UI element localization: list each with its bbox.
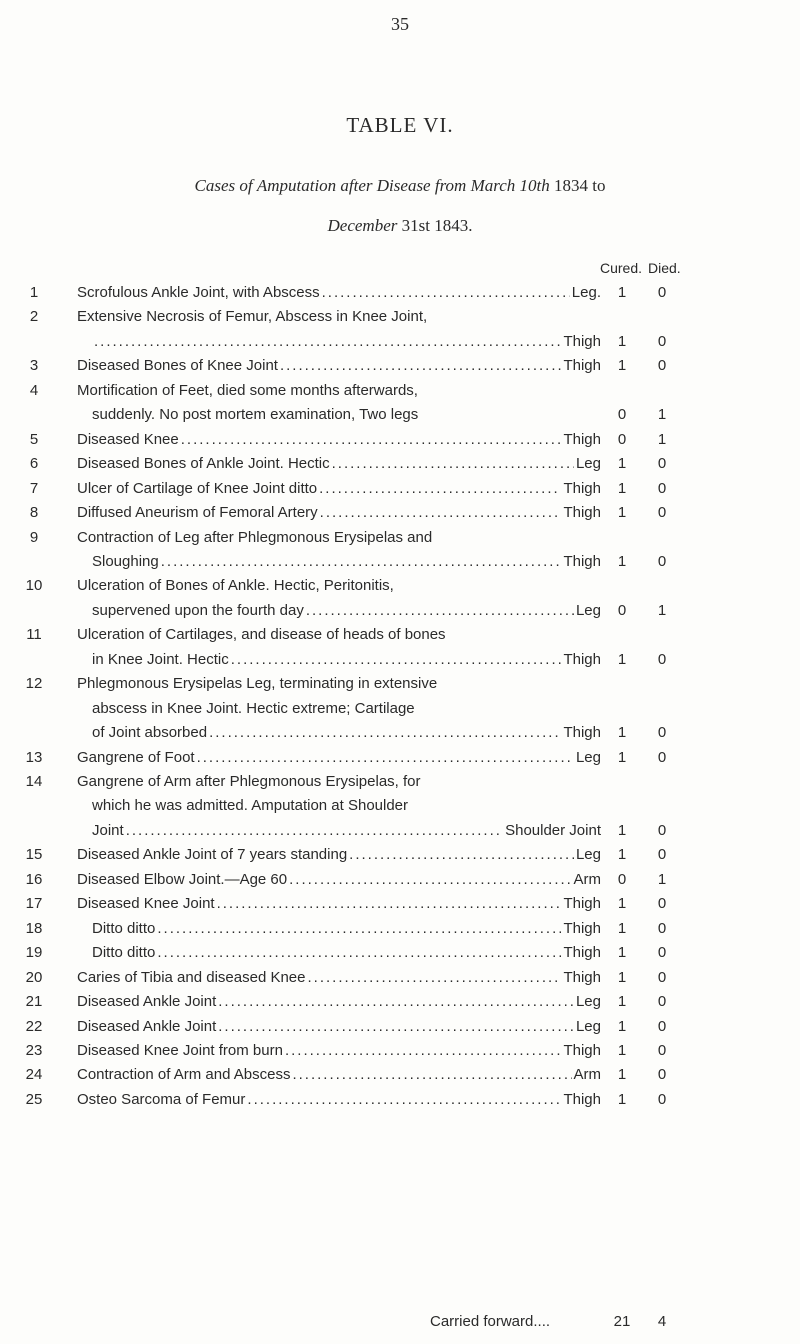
cured-count: 1 <box>617 944 627 962</box>
description-text: Diseased Ankle Joint <box>77 1017 217 1035</box>
died-count: 0 <box>657 1017 667 1035</box>
case-number: 9 <box>29 528 39 546</box>
table-row-line <box>0 746 800 770</box>
cured-count: 1 <box>617 748 627 766</box>
case-description <box>77 354 601 378</box>
dot-leader <box>218 990 574 1014</box>
description-text: Scrofulous Ankle Joint, with Abscess <box>77 284 320 301</box>
case-description: suddenly. No post mortem examination, Two legs <box>92 406 419 424</box>
table-row-line <box>0 477 800 501</box>
case-number: 5 <box>29 430 39 448</box>
cured-count: 1 <box>617 479 627 497</box>
description-text: Diseased Elbow Joint.—Age 60 <box>77 870 288 888</box>
description-text: Joint <box>92 821 124 839</box>
amputation-site: Thigh <box>563 895 601 913</box>
table-row-line <box>0 501 800 525</box>
died-count: 1 <box>657 601 667 619</box>
amputation-site: Arm <box>573 1066 601 1084</box>
died-count: 0 <box>657 919 667 937</box>
cured-count: 1 <box>617 821 627 839</box>
died-count: 1 <box>657 870 667 888</box>
description-text: Ditto ditto <box>92 944 156 962</box>
description-text: Diseased Knee <box>77 430 179 448</box>
case-description <box>77 1088 601 1112</box>
case-description: Mortification of Feet, died some months afterwards, <box>77 381 418 399</box>
cured-count: 1 <box>617 1041 627 1059</box>
table-row-line <box>0 379 800 403</box>
case-description <box>92 330 601 354</box>
description-text: of Joint absorbed <box>92 724 208 742</box>
case-number: 23 <box>25 1041 43 1059</box>
died-count: 0 <box>657 968 667 986</box>
cured-count: 0 <box>617 406 627 424</box>
amputation-site: Leg <box>575 601 601 619</box>
case-number: 3 <box>29 357 39 375</box>
case-description: which he was admitted. Amputation at Shoulder <box>92 797 409 815</box>
amputation-site: Leg <box>575 748 601 766</box>
table-row-line <box>0 721 800 745</box>
case-description <box>92 648 601 672</box>
caption-part: 1834 to <box>554 176 606 195</box>
cured-count: 1 <box>617 357 627 375</box>
died-count: 0 <box>657 895 667 913</box>
table-row-line <box>0 843 800 867</box>
table-row-line <box>0 403 800 427</box>
cured-total: 21 <box>613 1313 631 1330</box>
dot-leader <box>319 477 561 501</box>
case-number: 13 <box>25 748 43 766</box>
died-count: 0 <box>657 748 667 766</box>
caption-part: December <box>327 216 398 235</box>
case-number: 4 <box>29 381 39 399</box>
table-row-line <box>0 550 800 574</box>
case-number: 20 <box>25 968 43 986</box>
dot-leader <box>307 966 561 990</box>
cured-column-header: Cured. <box>600 260 643 276</box>
amputation-site: Leg <box>575 846 601 864</box>
dot-leader <box>197 746 574 770</box>
died-count: 0 <box>657 944 667 962</box>
description-text: Diseased Knee Joint from burn <box>77 1041 283 1059</box>
died-count: 1 <box>657 406 667 424</box>
dot-leader <box>181 428 562 452</box>
case-description <box>77 868 601 892</box>
amputation-site: Thigh <box>563 944 601 962</box>
dot-leader <box>157 917 561 941</box>
case-description <box>77 1015 601 1039</box>
description-text: Ditto ditto <box>92 919 156 937</box>
description-text: Diseased Ankle Joint of 7 years standing <box>77 846 348 864</box>
table-row-line <box>0 990 800 1014</box>
case-description <box>92 550 601 574</box>
died-count: 0 <box>657 650 667 668</box>
died-count: 0 <box>657 284 667 301</box>
case-description: Ulceration of Cartilages, and disease of heads of bones <box>77 626 446 644</box>
dot-leader <box>320 501 562 525</box>
table-row-line <box>0 428 800 452</box>
case-description <box>92 917 601 941</box>
case-description: Gangrene of Arm after Phlegmonous Erysipelas, for <box>77 773 421 790</box>
table-row-line <box>0 892 800 916</box>
table-row-line <box>0 354 800 378</box>
case-description <box>77 746 601 770</box>
case-number: 12 <box>25 675 43 693</box>
carried-forward-label: Carried forward.... <box>430 1313 551 1330</box>
case-description <box>77 966 601 990</box>
died-total: 4 <box>657 1313 667 1330</box>
case-number: 11 <box>26 626 42 644</box>
table-row-line <box>0 672 800 696</box>
table-row-line <box>0 966 800 990</box>
case-number: 25 <box>25 1090 43 1108</box>
description-text: Contraction of Arm and Abscess <box>77 1066 291 1084</box>
table-row-line <box>0 697 800 721</box>
description-text: in Knee Joint. Hectic <box>92 650 229 668</box>
died-count: 0 <box>657 1090 667 1108</box>
cured-count: 1 <box>617 284 627 301</box>
amputation-site: Leg <box>575 993 601 1011</box>
amputation-site: Thigh <box>563 650 601 668</box>
case-description <box>92 941 601 965</box>
caption-part: 31st 1843. <box>401 216 473 235</box>
table-row-line <box>0 648 800 672</box>
case-description <box>92 721 601 745</box>
case-number: 10 <box>25 577 43 595</box>
description-text: Gangrene of Foot <box>77 748 195 766</box>
case-description: Contraction of Leg after Phlegmonous Erysipelas and <box>77 528 433 546</box>
cured-count: 1 <box>617 552 627 570</box>
case-description <box>77 1039 601 1063</box>
amputation-site: Thigh <box>563 479 601 497</box>
table-row-line <box>0 330 800 354</box>
case-description <box>92 819 601 843</box>
dot-leader <box>332 452 574 476</box>
cured-count: 0 <box>617 430 627 448</box>
dot-leader <box>209 721 561 745</box>
died-count: 1 <box>657 430 667 448</box>
cured-count: 1 <box>617 455 627 473</box>
dot-leader <box>292 1063 571 1087</box>
table-row-line <box>0 452 800 476</box>
table-row-line <box>0 305 800 329</box>
case-number: 24 <box>25 1066 43 1084</box>
dot-leader <box>280 354 562 378</box>
table-row-line <box>0 819 800 843</box>
caption-part: Cases of <box>194 176 253 195</box>
table-row-line <box>0 868 800 892</box>
cured-count: 1 <box>617 650 627 668</box>
caption-part: Amputation after Disease from March <box>256 176 516 195</box>
cured-count: 0 <box>617 870 627 888</box>
cured-count: 1 <box>617 332 627 350</box>
description-text: Osteo Sarcoma of Femur <box>77 1090 246 1108</box>
amputation-site: Arm <box>573 870 601 888</box>
case-number: 2 <box>29 308 39 326</box>
case-number: 7 <box>29 479 39 497</box>
table-row-line <box>0 1015 800 1039</box>
died-count: 0 <box>657 357 667 375</box>
case-description <box>77 477 601 501</box>
description-text: Diseased Bones of Ankle Joint. Hectic <box>77 455 330 473</box>
amputation-site: Leg <box>575 455 601 473</box>
cured-count: 1 <box>617 504 627 522</box>
died-count: 0 <box>657 846 667 864</box>
dot-leader <box>94 330 561 354</box>
carried-forward-row <box>0 1310 800 1334</box>
description-text: Diseased Knee Joint <box>77 895 215 913</box>
table-row-line <box>0 917 800 941</box>
case-number: 16 <box>25 870 43 888</box>
table-title: TABLE VI. <box>346 113 454 137</box>
table-row-line <box>0 1039 800 1063</box>
amputation-site: Leg <box>575 1017 601 1035</box>
table-row-line <box>0 526 800 550</box>
table-row-line <box>0 599 800 623</box>
cured-count: 1 <box>617 1066 627 1084</box>
caption-part: 10th <box>519 176 550 195</box>
case-description <box>77 501 601 525</box>
died-count: 0 <box>657 1066 667 1084</box>
case-number: 1 <box>29 284 39 301</box>
table-caption-line-1 <box>0 176 800 196</box>
amputation-site: Thigh <box>563 1041 601 1059</box>
case-number: 6 <box>29 455 39 473</box>
case-description <box>77 452 601 476</box>
case-number: 8 <box>29 504 39 522</box>
case-description <box>77 990 601 1014</box>
table-caption-line-2 <box>0 216 800 236</box>
dot-leader <box>285 1039 562 1063</box>
table-row-line <box>0 1088 800 1112</box>
amputation-site: Thigh <box>563 430 601 448</box>
amputation-site: Thigh <box>563 504 601 522</box>
cured-count: 1 <box>617 895 627 913</box>
case-number: 14 <box>25 773 43 790</box>
amputation-site: Thigh <box>563 1090 601 1108</box>
cured-count: 1 <box>617 919 627 937</box>
amputation-site: Thigh <box>563 332 601 350</box>
died-column-header: Died. <box>648 260 681 276</box>
case-number: 21 <box>25 993 43 1011</box>
died-count: 0 <box>657 993 667 1011</box>
amputation-site: Thigh <box>563 357 601 375</box>
cured-count: 1 <box>617 1017 627 1035</box>
description-text: Diseased Bones of Knee Joint <box>77 357 278 375</box>
died-count: 0 <box>657 504 667 522</box>
dot-leader <box>289 868 571 892</box>
amputation-site: Thigh <box>563 968 601 986</box>
case-description <box>92 599 601 623</box>
description-text: Ulcer of Cartilage of Knee Joint ditto <box>77 479 318 497</box>
dot-leader <box>306 599 574 623</box>
dot-leader <box>231 648 562 672</box>
cured-count: 1 <box>617 846 627 864</box>
case-description <box>77 428 601 452</box>
page-number: 35 <box>391 14 409 34</box>
case-number: 17 <box>25 895 43 913</box>
case-number: 15 <box>25 846 43 864</box>
cured-count: 1 <box>617 993 627 1011</box>
case-description <box>77 892 601 916</box>
cured-count: 0 <box>617 601 627 619</box>
table-row-line <box>0 1063 800 1087</box>
amputation-site: Thigh <box>563 919 601 937</box>
case-description <box>77 843 601 867</box>
dot-leader <box>217 892 562 916</box>
case-number: 18 <box>25 919 43 937</box>
died-count: 0 <box>657 724 667 742</box>
dot-leader <box>218 1015 574 1039</box>
died-count: 0 <box>657 332 667 350</box>
case-description: Extensive Necrosis of Femur, Abscess in Knee Joint, <box>77 308 428 326</box>
dot-leader <box>126 819 503 843</box>
cured-count: 1 <box>617 1090 627 1108</box>
table-row-line <box>0 574 800 598</box>
case-number: 22 <box>25 1017 43 1035</box>
case-number: 19 <box>25 944 43 962</box>
died-count: 0 <box>657 552 667 570</box>
table-row-line <box>0 770 800 794</box>
case-description: abscess in Knee Joint. Hectic extreme; Cartilage <box>92 699 415 717</box>
dot-leader <box>161 550 562 574</box>
dot-leader <box>157 941 561 965</box>
died-count: 0 <box>657 1041 667 1059</box>
table-row-line <box>0 281 800 305</box>
case-description <box>77 1063 601 1087</box>
cured-count: 1 <box>617 968 627 986</box>
cured-count: 1 <box>617 724 627 742</box>
table-row-line <box>0 623 800 647</box>
died-count: 0 <box>657 479 667 497</box>
dot-leader <box>247 1088 561 1112</box>
description-text: supervened upon the fourth day <box>92 601 304 619</box>
case-description <box>77 281 601 305</box>
table-row-line <box>0 941 800 965</box>
died-count: 0 <box>657 821 667 839</box>
amputation-site: Shoulder Joint <box>505 821 601 839</box>
description-text: Caries of Tibia and diseased Knee <box>77 968 306 986</box>
case-description: Ulceration of Bones of Ankle. Hectic, Peritonitis, <box>77 577 394 595</box>
table-row-line <box>0 794 800 818</box>
amputation-site: Thigh <box>563 724 601 742</box>
dot-leader <box>322 281 570 305</box>
case-description: Phlegmonous Erysipelas Leg, terminating in extensive <box>77 675 438 693</box>
description-text: Sloughing <box>92 552 159 570</box>
amputation-site: Leg. <box>571 284 601 301</box>
description-text: Diseased Ankle Joint <box>77 993 217 1011</box>
died-count: 0 <box>657 455 667 473</box>
description-text: Diffused Aneurism of Femoral Artery <box>77 504 318 522</box>
dot-leader <box>349 843 574 867</box>
amputation-site: Thigh <box>563 552 601 570</box>
